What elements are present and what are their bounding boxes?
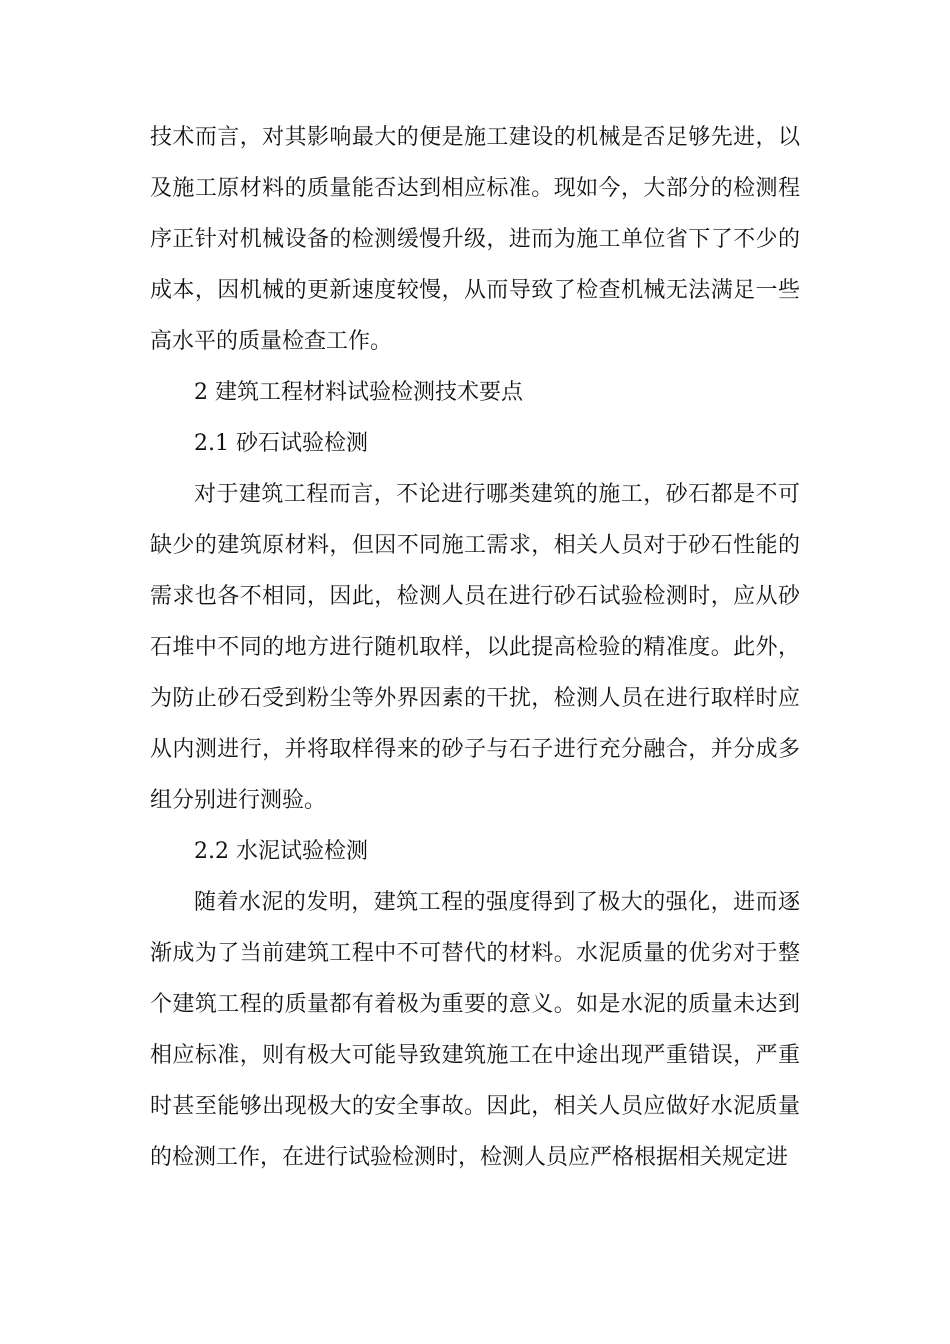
- paragraph-sand-gravel: 对于建筑工程而言，不论进行哪类建筑的施工，砂石都是不可缺少的建筑原材料，但因不同施工需求，相关人员对于砂石性能的需求也各不相同，因此，检测人员在进行砂石试验检测时，应从砂石堆中不同的地方进行随机取样，以此提高检验的精准度。此外，为防止砂石受到粉尘等外界因素的干扰，检测人员在进行取样时应从内测进行，并将取样得来的砂子与石子进行充分融合，并分成多组分别进行测验。: [150, 482, 800, 813]
- paragraph-cement: 随着水泥的发明，建筑工程的强度得到了极大的强化，进而逐渐成为了当前建筑工程中不可替代的材料。水泥质量的优劣对于整个建筑工程的质量都有着极为重要的意义。如是水泥的质量未达到相应标准，则有极大可能导致建筑施工在中途出现严重错误，严重时甚至能够出现极大的安全事故。因此，相关人员应做好水泥质量的检测工作，在进行试验检测时，检测人员应严格根据相关规定进: [150, 890, 800, 1170]
- document-body: [150, 112, 800, 1183]
- subsection-heading-2-1: 2.1 砂石试验检测: [194, 431, 368, 456]
- subsection-heading-2-2: 2.2 水泥试验检测: [194, 839, 368, 864]
- paragraph-intro-continued: 技术而言，对其影响最大的便是施工建设的机械是否足够先进，以及施工原材料的质量能否达到相应标准。现如今，大部分的检测程序正针对机械设备的检测缓慢升级，进而为施工单位省下了不少的成本，因机械的更新速度较慢，从而导致了检查机械无法满足一些高水平的质量检查工作。: [150, 125, 800, 354]
- section-heading-2: 2 建筑工程材料试验检测技术要点: [194, 380, 523, 405]
